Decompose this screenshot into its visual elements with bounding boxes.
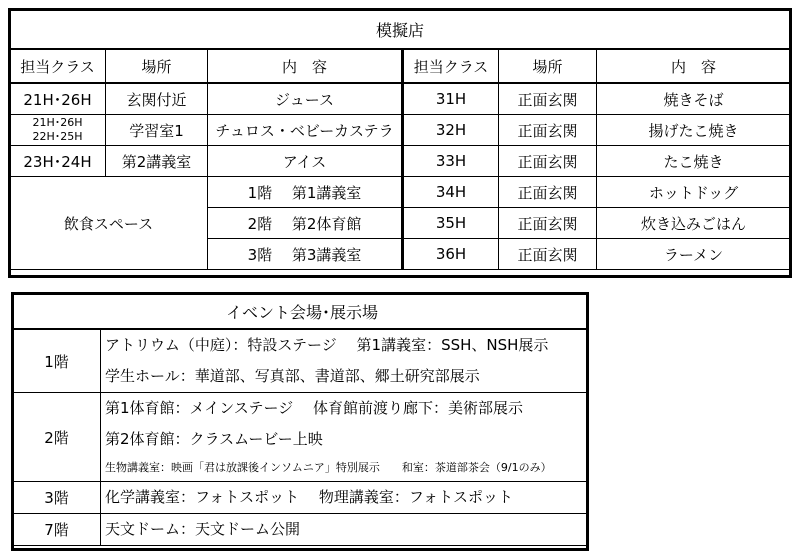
header-place: 場所 [499,49,597,83]
stalls-title: 模擬店 [10,10,791,50]
stall-class: 23H･24H [10,146,106,177]
dining-space-label: 飲食スペース [10,177,208,270]
stall-place: 第2講義室 [106,146,208,177]
stall-place: 正面玄関 [499,115,597,146]
stalls-table [9,9,791,270]
event-line: アトリウム（中庭）：特設ステージ 第1講義室：SSH、NSH展示 [105,336,549,354]
stall-content: ホットドッグ [597,177,791,208]
header-place: 場所 [106,49,208,83]
floor-label: 3階 [13,482,101,514]
stall-class-line: 22H･25H [32,130,83,143]
events-title: イベント会場･展示場 [13,294,588,330]
stall-content: ラーメン [597,239,791,270]
header-content: 内 容 [597,49,791,83]
floor-events [101,393,588,482]
floor-label: 7階 [13,514,101,546]
stall-content: 炊き込みごはん [597,208,791,239]
stall-content: アイス [208,146,403,177]
events-table [12,293,588,546]
stall-place: 正面玄関 [499,177,597,208]
dining-room: 3階 第3講義室 [208,239,403,270]
stall-content: 揚げたこ焼き [597,115,791,146]
floor-label: 2階 [13,393,101,482]
stall-content: ジュース [208,83,403,115]
dining-room: 2階 第2体育館 [208,208,403,239]
header-content: 内 容 [208,49,403,83]
stall-class: 21H･26H [10,83,106,115]
floor-events [101,482,588,514]
header-class: 担当クラス [10,49,106,83]
floor-events [101,329,588,393]
header-class: 担当クラス [403,49,499,83]
stall-class: 33H [403,146,499,177]
stall-place: 正面玄関 [499,239,597,270]
stall-class: 34H [403,177,499,208]
stall-place: 学習室1 [106,115,208,146]
stall-content: たこ焼き [597,146,791,177]
stall-class: 31H [403,83,499,115]
stall-class: 32H [403,115,499,146]
event-line: 化学講義室：フォトスポット 物理講義室：フォトスポット [105,488,513,506]
event-line: 天文ドーム：天文ドーム公開 [105,520,301,538]
event-line: 第2体育館：クラスムービー上映 [105,430,323,448]
stall-class [10,115,106,146]
event-line-small: 生物講義室：映画「君は放課後インソムニア」特別展示 和室：茶道部茶会（9/1のみ） [105,461,552,474]
floor-label: 1階 [13,329,101,393]
stall-place: 正面玄関 [499,208,597,239]
stall-class-line: 21H･26H [32,116,83,129]
stall-place: 正面玄関 [499,83,597,115]
stall-class: 36H [403,239,499,270]
event-line: 学生ホール：華道部、写真部、書道部、郷土研究部展示 [105,367,480,385]
stall-place: 玄関付近 [106,83,208,115]
stall-place: 正面玄関 [499,146,597,177]
dining-room: 1階 第1講義室 [208,177,403,208]
stall-content: 焼きそば [597,83,791,115]
event-line: 第1体育館：メインステージ 体育館前渡り廊下：美術部展示 [105,399,523,417]
stall-class: 35H [403,208,499,239]
floor-events [101,514,588,546]
stall-content: チュロス・ベビーカステラ [208,115,403,146]
